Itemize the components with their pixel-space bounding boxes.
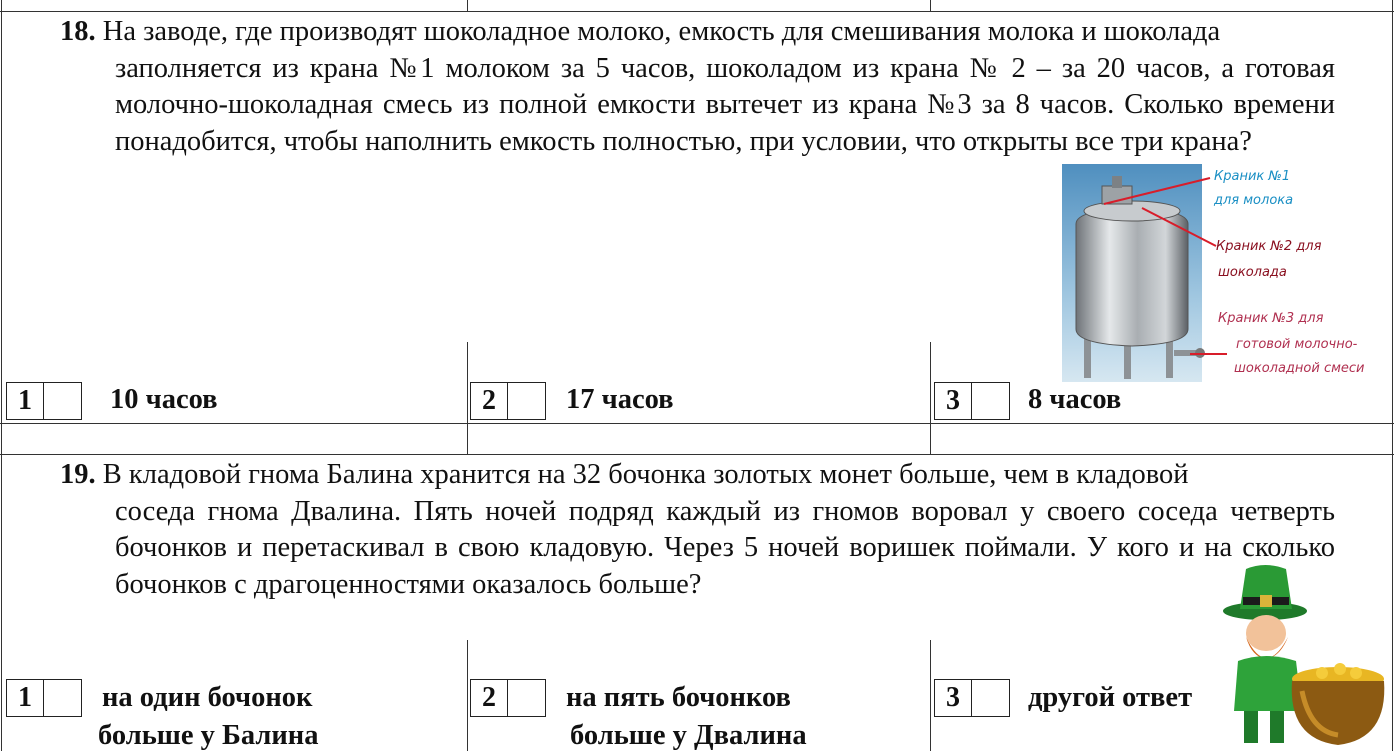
- top-column-divider-2: [930, 0, 931, 11]
- q19-option-2-line1: на пять бочонков: [566, 682, 791, 713]
- leprechaun-with-gold-pot-illustration: [1210, 561, 1392, 751]
- question-19-text: [60, 457, 1390, 603]
- question-19-body: соседа гнома Двалина. Пять ночей подряд каждый из гномов воровал у своего соседа четверть бочонков и перетаскивал в свою кладовую. Через 5 ночей воришек поймали. У кого и на сколько бочонков с драгоценностями оказалось больше?: [115, 495, 1335, 600]
- q18-option-3-checkbox[interactable]: [972, 383, 1009, 419]
- q19-option-3-number: 3: [935, 680, 972, 716]
- q19-option-3-box[interactable]: [934, 679, 1010, 717]
- q18-option-1-number: 1: [7, 383, 44, 419]
- question-18-body: заполняется из крана №1 молоком за 5 часов, шоколадом из крана № 2 – за 20 часов, а готовая молочно-шоколадная смесь из полной емкости вытечет из крана №3 за 8 часов. Сколько времени понадобится, чтобы наполнить емкость полностью, при условии, что открыты все три крана?: [115, 52, 1335, 157]
- q18-option-1-checkbox[interactable]: [44, 383, 81, 419]
- page-right-border: [1392, 0, 1393, 751]
- tap3-label-line1: Краник №3 для: [1218, 311, 1324, 326]
- q19-option-1-checkbox[interactable]: [44, 680, 81, 716]
- q18-option-2-text: 17 часов: [566, 384, 674, 415]
- tap1-label-line1: Краник №1: [1214, 169, 1291, 184]
- question-18-first-line: На заводе, где производят шоколадное молоко, емкость для смешивания молока и шоколада: [102, 16, 1221, 47]
- q19-option-1-line1: на один бочонок: [102, 682, 313, 713]
- q18-option-3-text: 8 часов: [1028, 384, 1122, 415]
- question-19-number: 19.: [60, 459, 96, 490]
- q19-option-3-checkbox[interactable]: [972, 680, 1009, 716]
- tap3-label-line2: готовой молочно-: [1236, 337, 1358, 352]
- q18-option-3-box[interactable]: [934, 382, 1010, 420]
- page-left-border: [1, 0, 2, 751]
- q19-option-2-box[interactable]: [470, 679, 546, 717]
- tap3-label-line3: шоколадной смеси: [1234, 361, 1365, 376]
- q18-option-3-number: 3: [935, 383, 972, 419]
- q18-option-2-checkbox[interactable]: [508, 383, 545, 419]
- question-separator: [0, 454, 1394, 455]
- q19-option-1-line2: больше у Балина: [98, 720, 319, 751]
- q19-option-2-number: 2: [471, 680, 508, 716]
- top-border: [0, 11, 1394, 12]
- question-18-text: [60, 14, 1390, 160]
- q19-option-3-line1: другой ответ: [1028, 682, 1193, 713]
- q18-option-1-text: 10 часов: [110, 384, 218, 415]
- q19-option-1-box[interactable]: [6, 679, 82, 717]
- q19-option-1-number: 1: [7, 680, 44, 716]
- top-column-divider-1: [467, 0, 468, 11]
- leprechaun-svg: [1210, 561, 1392, 751]
- q18-answer-divider-1: [467, 342, 468, 454]
- tank-svg: [1062, 164, 1382, 382]
- q19-answer-divider-1: [467, 640, 468, 751]
- q19-option-2-line2: больше у Двалина: [570, 720, 807, 751]
- tap2-label-line1: Краник №2 для: [1216, 239, 1322, 254]
- question-19-first-line: В кладовой гнома Балина хранится на 32 бочонка золотых монет больше, чем в кладовой: [102, 459, 1189, 490]
- question-18-number: 18.: [60, 16, 96, 47]
- q18-answer-divider-2: [930, 342, 931, 454]
- milk-tank-illustration: [1062, 164, 1382, 382]
- q18-answer-rule: [0, 423, 1394, 424]
- q19-option-2-checkbox[interactable]: [508, 680, 545, 716]
- q18-option-2-number: 2: [471, 383, 508, 419]
- q18-option-1-box[interactable]: [6, 382, 82, 420]
- q18-option-2-box[interactable]: [470, 382, 546, 420]
- tap2-label-line2: шоколада: [1218, 265, 1287, 280]
- q19-answer-divider-2: [930, 640, 931, 751]
- tap1-label-line2: для молока: [1214, 193, 1294, 208]
